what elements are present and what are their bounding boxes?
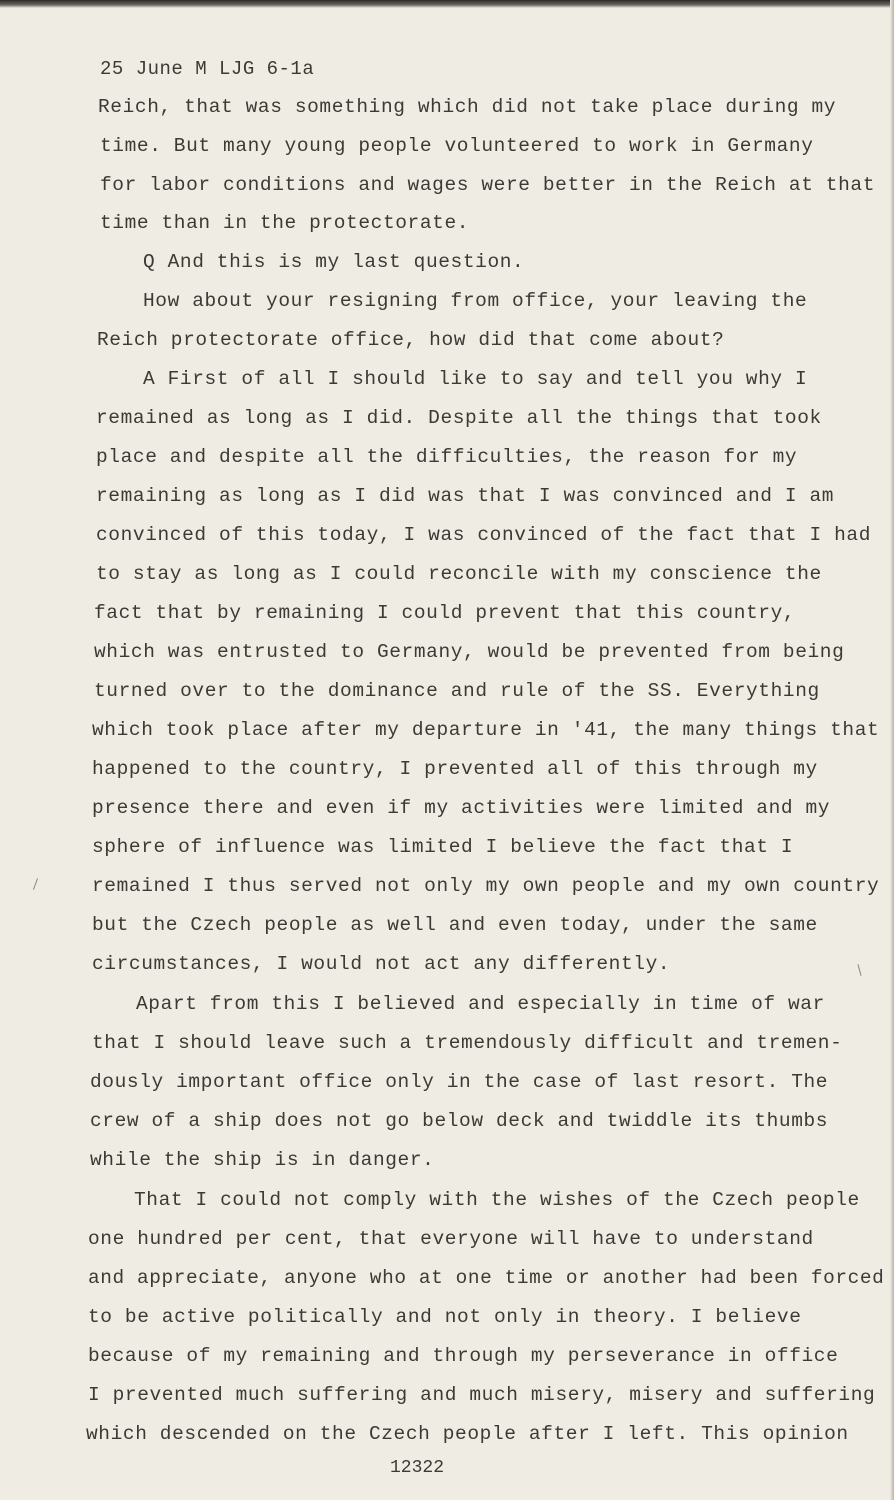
text-line-10: place and despite all the difficulties, the reason for my [96, 446, 798, 468]
text-line-17: which took place after my departure in '41, the many things that [92, 719, 880, 741]
text-line-27: crew of a ship does not go below deck and twiddle its thumbs [90, 1110, 829, 1132]
text-line-20: sphere of influence was limited I believe the fact that I [92, 836, 794, 858]
text-line-3: for labor conditions and wages were better in the Reich at that [100, 174, 876, 196]
text-line-1: Reich, that was something which did not take place during my [98, 96, 837, 118]
text-line-21: remained I thus served not only my own people and my own country [92, 875, 880, 897]
text-line-11: remaining as long as I did was that I was convinced and I am [96, 485, 835, 507]
text-line-24: Apart from this I believed and especially in time of war [136, 993, 825, 1015]
text-line-16: turned over to the dominance and rule of the SS. Everything [94, 680, 820, 702]
text-line-4: time than in the protectorate. [100, 212, 470, 234]
text-line-5: Q And this is my last question. [143, 251, 525, 273]
stray-pencil-mark [857, 964, 861, 976]
text-line-23: circumstances, I would not act any differently. [92, 953, 671, 975]
text-line-31: and appreciate, anyone who at one time or another had been forced [88, 1267, 885, 1289]
text-line-9: remained as long as I did. Despite all the things that took [96, 407, 822, 429]
text-line-28: while the ship is in danger. [90, 1149, 435, 1171]
text-line-35: which descended on the Czech people after I left. This opinion [86, 1423, 849, 1445]
text-line-8: A First of all I should like to say and tell you why I [143, 368, 808, 390]
stray-pencil-mark [33, 878, 38, 890]
text-line-14: fact that by remaining I could prevent that this country, [94, 602, 796, 624]
page-number: 12322 [390, 1458, 445, 1478]
text-line-32: to be active politically and not only in theory. I believe [88, 1306, 802, 1328]
text-line-33: because of my remaining and through my perseverance in office [88, 1345, 839, 1367]
text-line-30: one hundred per cent, that everyone will have to understand [88, 1228, 814, 1250]
text-line-29: That I could not comply with the wishes of the Czech people [134, 1189, 860, 1211]
text-line-18: happened to the country, I prevented all of this through my [92, 758, 818, 780]
text-line-15: which was entrusted to Germany, would be prevented from being [94, 641, 845, 663]
page-top-edge [0, 0, 894, 8]
text-line-2: time. But many young people volunteered to work in Germany [100, 135, 814, 157]
text-line-22: but the Czech people as well and even today, under the same [92, 914, 818, 936]
text-line-34: I prevented much suffering and much misery, misery and suffering [88, 1384, 876, 1406]
text-line-26: dously important office only in the case of last resort. The [90, 1071, 829, 1093]
text-line-6: How about your resigning from office, your leaving the [143, 290, 808, 312]
text-line-12: convinced of this today, I was convinced of the fact that I had [96, 524, 872, 546]
text-line-7: Reich protectorate office, how did that come about? [97, 329, 725, 351]
document-header: 25 June M LJG 6-1a [100, 58, 315, 80]
text-line-25: that I should leave such a tremendously difficult and tremen- [92, 1032, 843, 1054]
text-line-13: to stay as long as I could reconcile with my conscience the [96, 563, 822, 585]
text-line-19: presence there and even if my activities were limited and my [92, 797, 831, 819]
page-right-edge [890, 0, 894, 1500]
